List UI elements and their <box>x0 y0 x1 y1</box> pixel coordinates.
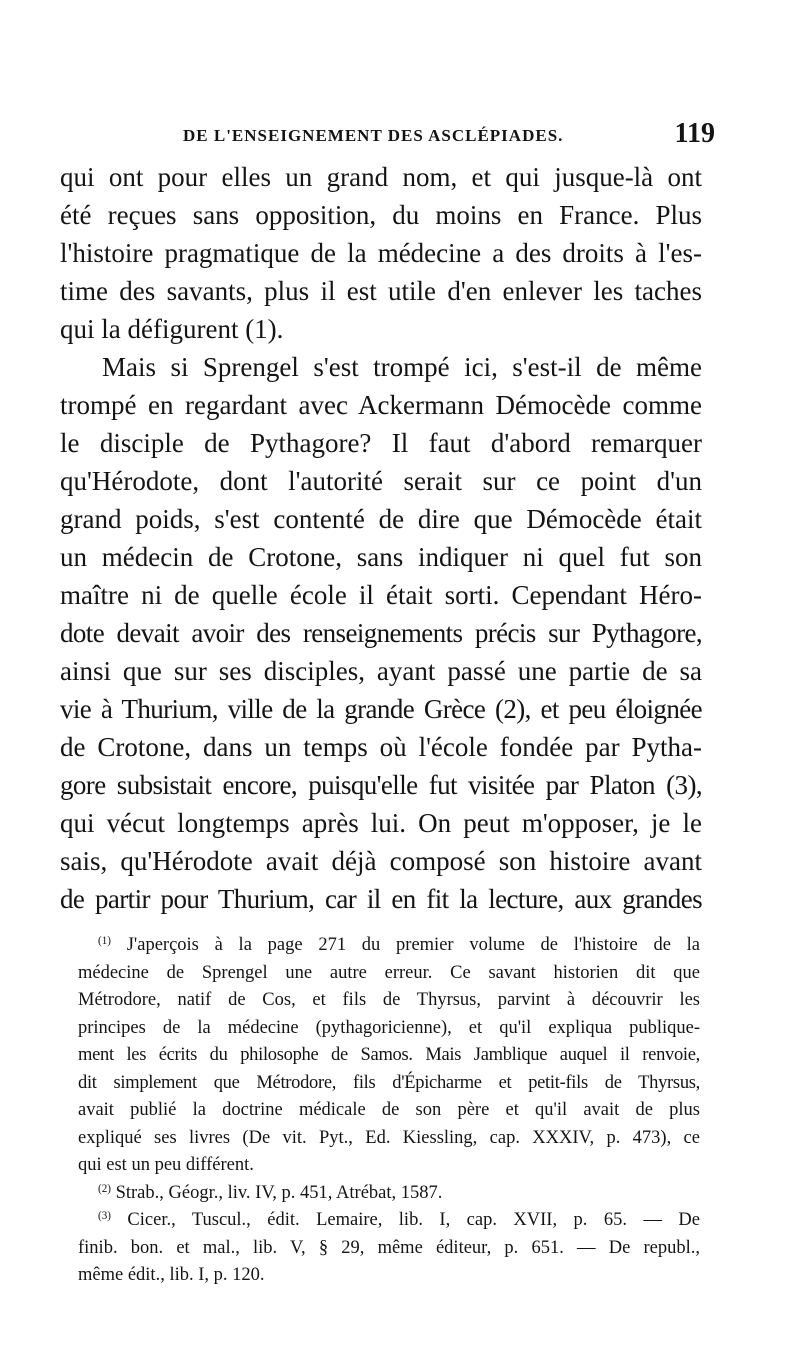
footnote-line: $^{(1)}$ J'aperçois à la page 271 du premier volume de l'histoire de la <box>98 934 701 955</box>
text-line: de partir pour Thurium, car il en fit la lecture, aux grandes <box>60 884 702 914</box>
text-line: qui vécut longtemps après lui. On peut m'opposer, je le <box>60 808 702 838</box>
body-text <box>60 158 702 918</box>
footnotes <box>78 932 700 1290</box>
footnote-line: dit simplement que Métrodore, fils d'Épicharme et petit-fils de Thyrsus, <box>78 1072 700 1093</box>
footnote-line: qui est un peu différent. <box>78 1155 254 1175</box>
text-line: maître ni de quelle école il était sorti. Cependant Héro- <box>60 580 702 610</box>
footnote-marker: (2) <box>98 1182 111 1195</box>
text-line: Mais si Sprengel s'est trompé ici, s'est-il de même <box>102 352 702 382</box>
footnote <box>78 1180 700 1208</box>
footnote-line: $^{(3)}$ Cicer., Tuscul., édit. Lemaire, lib. I, cap. XVII, p. 65. — De <box>98 1209 701 1230</box>
text-line: qu'Hérodote, dont l'autorité serait sur ce point d'un <box>60 466 702 496</box>
footnote-line: avait publié la doctrine médicale de son père et qu'il avait de plus <box>78 1100 700 1120</box>
footnote <box>78 932 700 1180</box>
text-line: trompé en regardant avec Ackermann Démocède comme <box>60 390 702 420</box>
paragraph <box>60 348 702 918</box>
footnote-marker: (1) <box>98 934 111 947</box>
text-line: qui la défigurent (1). <box>60 314 284 344</box>
footnote-line: Métrodore, natif de Cos, et fils de Thyrsus, parvint à découvrir les <box>78 990 700 1010</box>
page-number: 119 <box>674 118 715 149</box>
text-line: qui ont pour elles un grand nom, et qui jusque-là ont <box>60 162 702 192</box>
footnote <box>78 1207 700 1290</box>
text-line: vie à Thurium, ville de la grande Grèce (2), et peu éloignée <box>60 694 702 724</box>
footnote-line: expliqué ses livres (De vit. Pyt., Ed. Kiessling, cap. XXXIV, p. 473), ce <box>78 1127 700 1148</box>
text-line: grand poids, s'est contenté de dire que Démocède était <box>60 504 702 534</box>
footnote-line: médecine de Sprengel une autre erreur. Ce savant historien dit que <box>78 962 700 983</box>
text-line: ainsi que sur ses disciples, ayant passé une partie de sa <box>60 656 702 686</box>
running-head <box>183 118 715 152</box>
text-line: un médecin de Crotone, sans indiquer ni quel fut son <box>60 542 702 572</box>
running-title: DE L'ENSEIGNEMENT DES ASCLÉPIADES. <box>183 126 564 145</box>
text-line: le disciple de Pythagore? Il faut d'abord remarquer <box>60 428 702 458</box>
footnote-line: $^{(2)}$ Strab., Géogr., liv. IV, p. 451, Atrébat, 1587. <box>98 1182 443 1203</box>
text-line: été reçues sans opposition, du moins en France. Plus <box>60 200 702 230</box>
footnote-line: principes de la médecine (pythagoricienne), et qu'il expliqua publique- <box>78 1017 700 1038</box>
text-line: l'histoire pragmatique de la médecine a des droits à l'es- <box>60 238 702 268</box>
footnote-line: même édit., lib. I, p. 120. <box>78 1265 265 1285</box>
paragraph <box>60 158 702 348</box>
footnote-line: ment les écrits du philosophe de Samos. Mais Jamblique auquel il renvoie, <box>78 1045 700 1065</box>
footnote-line: finib. bon. et mal., lib. V, § 29, même éditeur, p. 651. — De republ., <box>78 1237 700 1258</box>
text-line: dote devait avoir des renseignements précis sur Pythagore, <box>60 618 702 648</box>
footnote-marker: (3) <box>98 1209 111 1222</box>
text-line: sais, qu'Hérodote avait déjà composé son histoire avant <box>60 846 702 876</box>
text-line: de Crotone, dans un temps où l'école fondée par Pytha- <box>60 732 702 762</box>
text-line: time des savants, plus il est utile d'en enlever les taches <box>60 276 702 306</box>
text-line: gore subsistait encore, puisqu'elle fut visitée par Platon (3), <box>60 770 702 800</box>
